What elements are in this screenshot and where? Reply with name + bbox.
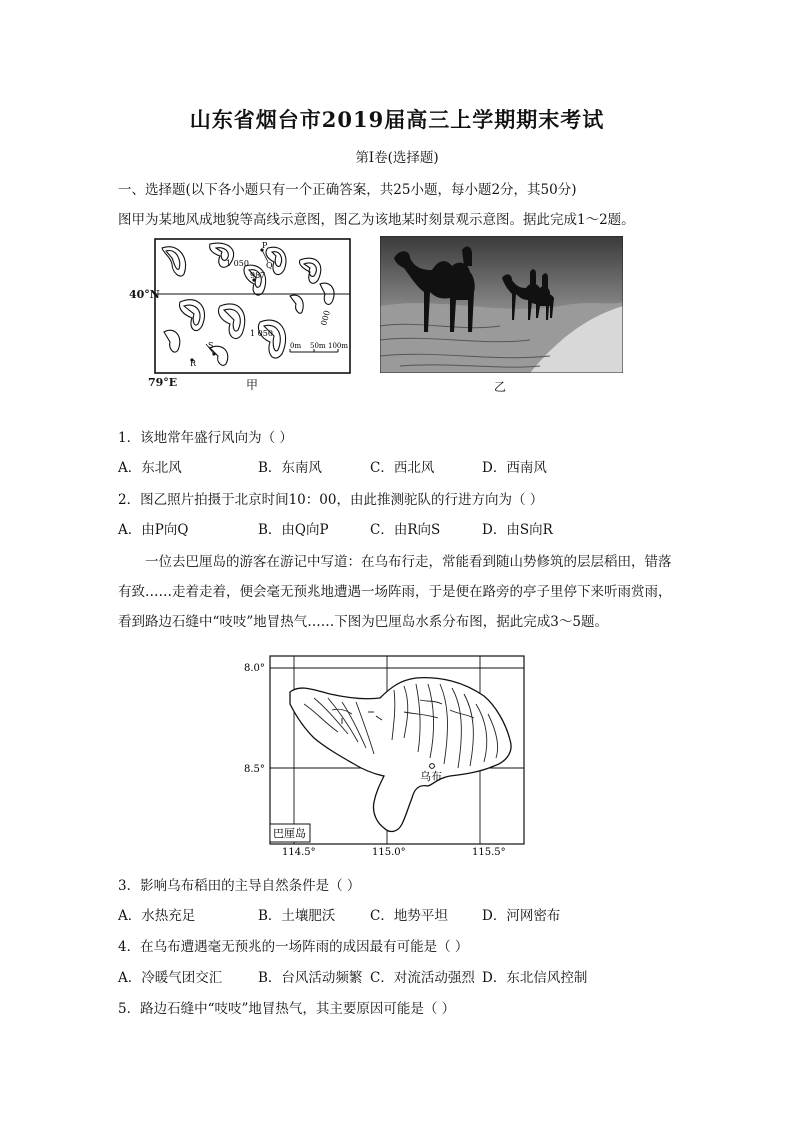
q1-option-c[interactable]: C．西北风 <box>370 460 435 476</box>
label-r: R <box>190 359 197 368</box>
q4-option-c[interactable]: C．对流活动强烈 <box>370 970 475 986</box>
label-s: S <box>208 341 214 350</box>
q4-option-b[interactable]: B．台风活动频繁 <box>258 970 363 986</box>
q3-option-d[interactable]: D．河网密布 <box>482 908 561 924</box>
q1-option-a[interactable]: A．东北风 <box>118 460 182 476</box>
page-title: 山东省烟台市2019届高三上学期期末考试 <box>189 107 605 132</box>
scale-100: 100m <box>328 342 348 350</box>
lon-79e: 79°E <box>148 376 178 389</box>
scale-50: 50m <box>310 342 326 350</box>
q2-option-a[interactable]: A．由P向Q <box>118 522 189 538</box>
camel-photo-yi <box>380 236 623 373</box>
q1-option-d[interactable]: D．西南风 <box>482 460 547 476</box>
bali-map <box>244 648 534 858</box>
caption-yi: 乙 <box>494 380 507 394</box>
ubud-label: 乌布 <box>420 770 442 783</box>
page-subtitle: 第Ⅰ卷(选择题) <box>355 150 439 166</box>
contour-000: 000 <box>319 309 332 327</box>
q3-option-b[interactable]: B．土壤肥沃 <box>258 908 336 924</box>
passage-line-3: 看到路边石缝中“吱吱”地冒热气……下图为巴厘岛水系分布图，据此完成3～5题。 <box>118 614 608 630</box>
q1-stem: 1．该地常年盛行风向为（ ） <box>118 430 293 446</box>
contour-987: 987 <box>250 271 266 280</box>
passage-line-2: 有致……走着走着，便会毫无预兆地遭遇一场阵雨，于是便在路旁的亭子里停下来听雨赏雨， <box>118 584 672 600</box>
q2-option-c[interactable]: C．由R向S <box>370 522 441 538</box>
q3-option-a[interactable]: A．水热充足 <box>118 908 196 924</box>
q1-option-b[interactable]: B．东南风 <box>258 460 322 476</box>
q2-stem: 2．图乙照片拍摄于北京时间10：00，由此推测驼队的行进方向为（ ） <box>118 492 544 508</box>
contour-1050-a: 1 050 <box>226 259 249 268</box>
lat-8-0: 8.0° <box>244 663 265 674</box>
lon-115-5: 115.5° <box>472 847 506 858</box>
passage-line-1: 一位去巴厘岛的游客在游记中写道：在乌布行走，常能看到随山势修筑的层层稻田，错落 <box>145 554 672 570</box>
q4-option-a[interactable]: A．冷暖气团交汇 <box>118 970 223 986</box>
q3-option-c[interactable]: C．地势平坦 <box>370 908 448 924</box>
caption-jia: 甲 <box>246 378 259 392</box>
lon-114-5: 114.5° <box>282 847 316 858</box>
label-p: P <box>262 241 268 250</box>
intro-text: 图甲为某地风成地貌等高线示意图，图乙为该地某时刻景观示意图。据此完成1～2题。 <box>118 212 635 228</box>
section-heading: 一、选择题(以下各小题只有一个正确答案，共25小题，每小题2分，其50分) <box>118 182 577 198</box>
q5-stem: 5．路边石缝中“吱吱”地冒热气，其主要原因可能是（ ） <box>118 1001 456 1017</box>
contour-1050-b: 1 050 <box>250 329 273 338</box>
label-q: Q <box>266 261 273 270</box>
q4-option-d[interactable]: D．东北信风控制 <box>482 970 588 986</box>
lat-8-5: 8.5° <box>244 764 265 775</box>
island-label: 巴厘岛 <box>273 827 306 840</box>
q3-stem: 3．影响乌布稻田的主导自然条件是（ ） <box>118 878 361 894</box>
scale-0: 0m <box>290 342 302 350</box>
q4-stem: 4．在乌布遭遇毫无预兆的一场阵雨的成因最有可能是（ ） <box>118 939 469 955</box>
q2-option-b[interactable]: B．由Q向P <box>258 522 329 538</box>
lat-40n: 40°N <box>129 288 160 301</box>
contour-map-jia <box>150 236 365 392</box>
q2-option-d[interactable]: D．由S向R <box>482 522 553 538</box>
lon-115-0: 115.0° <box>372 847 406 858</box>
